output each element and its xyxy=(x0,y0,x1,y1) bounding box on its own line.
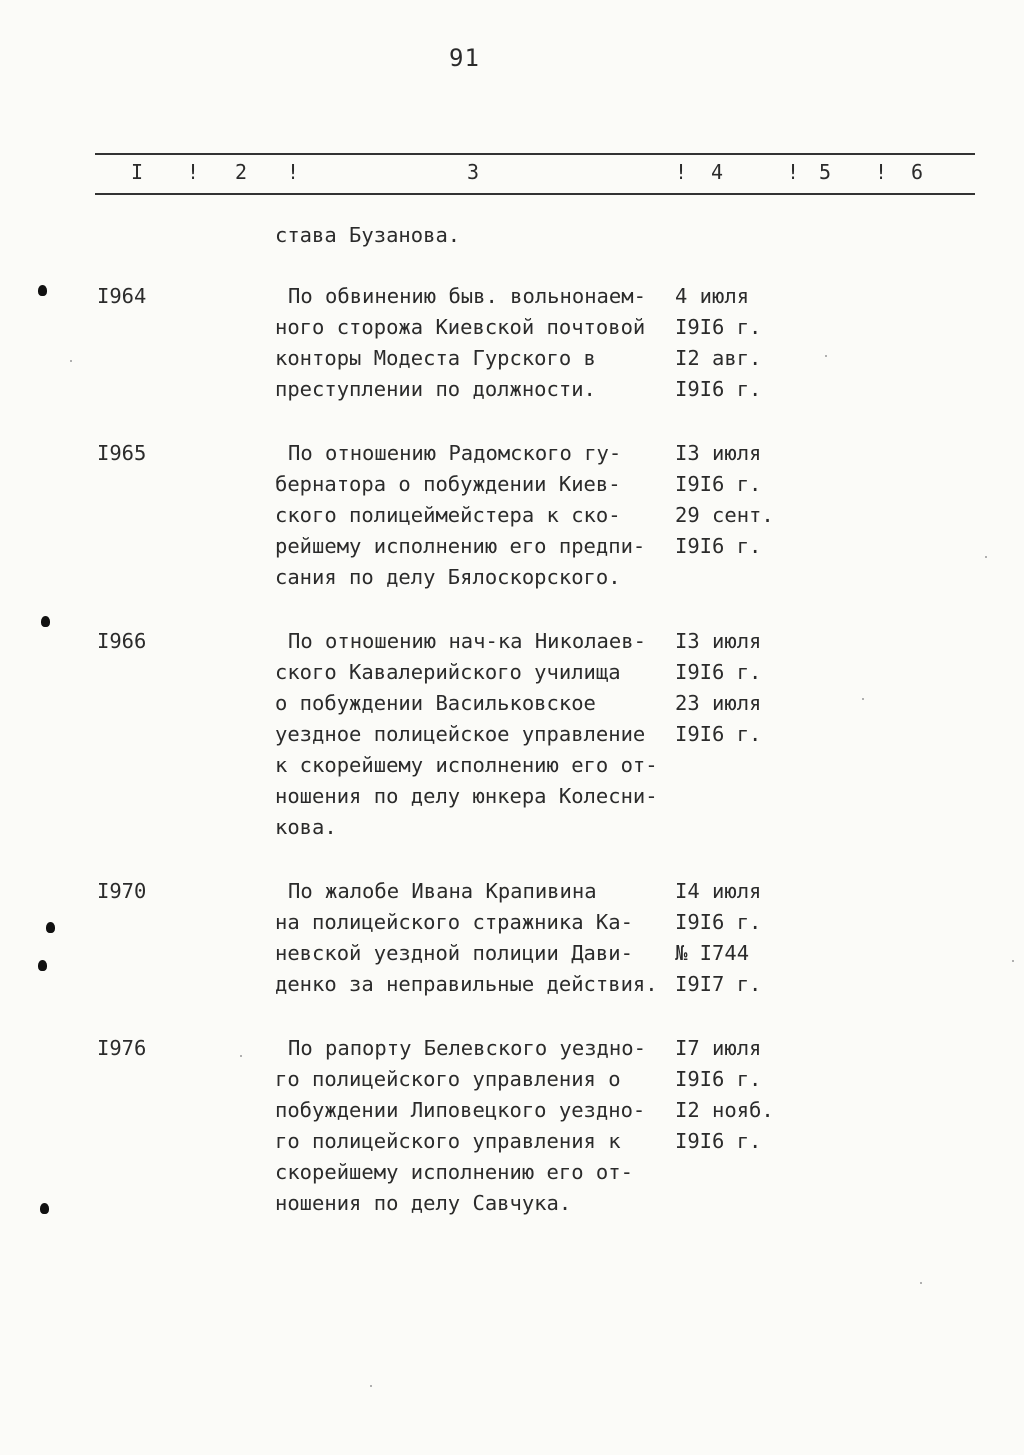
header-col-2: 2 xyxy=(235,160,248,184)
description-line: го полицейского управления к xyxy=(275,1129,621,1153)
description-line: ношения по делу Савчука. xyxy=(275,1191,572,1215)
header-separator: ! xyxy=(875,160,888,184)
date-line: I2 авг. xyxy=(675,346,762,370)
description-line: к скорейшему исполнению его от- xyxy=(275,753,658,777)
header-rule-top xyxy=(95,153,975,155)
date-line: I9I6 г. xyxy=(675,1129,762,1153)
description-line: на полицейского стражника Ка- xyxy=(275,910,633,934)
date-line: № I744 xyxy=(675,941,750,965)
date-line: I9I6 г. xyxy=(675,660,762,684)
scan-speck xyxy=(920,1282,922,1284)
description-line: преступлении по должности. xyxy=(275,377,596,401)
scan-speck xyxy=(1012,960,1014,962)
entry-number: I965 xyxy=(97,441,147,465)
binding-hole-mark xyxy=(41,616,50,627)
description-line: скорейшему исполнению его от- xyxy=(275,1160,633,1184)
date-line: 29 сент. xyxy=(675,503,774,527)
description-line: о побуждении Васильковское xyxy=(275,691,596,715)
scan-speck xyxy=(70,360,72,362)
description-line: кова. xyxy=(275,815,337,839)
description-line: денко за неправильные действия. xyxy=(275,972,658,996)
scan-speck xyxy=(240,1055,242,1057)
binding-hole-mark xyxy=(38,960,47,971)
date-line: I9I6 г. xyxy=(675,472,762,496)
binding-hole-mark xyxy=(40,1203,49,1214)
header-separator: ! xyxy=(675,160,688,184)
description-line: конторы Модеста Гурского в xyxy=(275,346,596,370)
date-line: I4 июля xyxy=(675,879,762,903)
scan-speck xyxy=(862,698,864,700)
entry-number: I976 xyxy=(97,1036,147,1060)
description-line: бернатора о побуждении Киев- xyxy=(275,472,621,496)
description-line: По обвинению быв. вольнонаем- xyxy=(288,284,646,308)
description-line: ного сторожа Киевской почтовой xyxy=(275,315,646,339)
header-col-1: I xyxy=(131,160,144,184)
description-line: рейшему исполнению его предпи- xyxy=(275,534,646,558)
header-col-4: 4 xyxy=(711,160,724,184)
scan-speck xyxy=(825,355,827,357)
entry-number: I964 xyxy=(97,284,147,308)
description-line: По жалобе Ивана Крапивина xyxy=(288,879,597,903)
entry-number: I966 xyxy=(97,629,147,653)
description-line: сания по делу Бялоскорского. xyxy=(275,565,621,589)
header-rule-bottom xyxy=(95,193,975,195)
description-line: побуждении Липовецкого уездно- xyxy=(275,1098,646,1122)
page-number: 91 xyxy=(449,44,480,72)
scan-speck xyxy=(370,1385,372,1387)
date-line: 23 июля xyxy=(675,691,762,715)
date-line: I2 нояб. xyxy=(675,1098,774,1122)
description-line: уездное полицейское управление xyxy=(275,722,646,746)
entry-number: I970 xyxy=(97,879,147,903)
binding-hole-mark xyxy=(46,922,55,933)
header-col-5: 5 xyxy=(819,160,832,184)
continuation-line: става Бузанова. xyxy=(275,223,461,247)
date-line: I7 июля xyxy=(675,1036,762,1060)
description-line: ского полицеймейстера к ско- xyxy=(275,503,621,527)
description-line: По рапорту Белевского уездно- xyxy=(288,1036,646,1060)
binding-hole-mark xyxy=(38,285,47,296)
date-line: I9I6 г. xyxy=(675,722,762,746)
description-line: По отношению Радомского гу- xyxy=(288,441,622,465)
date-line: I9I6 г. xyxy=(675,315,762,339)
description-line: ского Кавалерийского училища xyxy=(275,660,621,684)
header-col-3: 3 xyxy=(467,160,480,184)
date-line: I9I6 г. xyxy=(675,1067,762,1091)
date-line: I9I6 г. xyxy=(675,534,762,558)
description-line: ношения по делу юнкера Колесни- xyxy=(275,784,658,808)
date-line: I9I6 г. xyxy=(675,377,762,401)
scan-speck xyxy=(985,556,987,558)
date-line: I3 июля xyxy=(675,629,762,653)
date-line: I9I7 г. xyxy=(675,972,762,996)
date-line: I3 июля xyxy=(675,441,762,465)
date-line: I9I6 г. xyxy=(675,910,762,934)
header-col-6: 6 xyxy=(911,160,924,184)
header-separator: ! xyxy=(787,160,800,184)
date-line: 4 июля xyxy=(675,284,750,308)
header-separator: ! xyxy=(187,160,200,184)
description-line: го полицейского управления о xyxy=(275,1067,621,1091)
description-line: По отношению нач-ка Николаев- xyxy=(288,629,646,653)
header-separator: ! xyxy=(287,160,300,184)
description-line: невской уездной полиции Дави- xyxy=(275,941,633,965)
